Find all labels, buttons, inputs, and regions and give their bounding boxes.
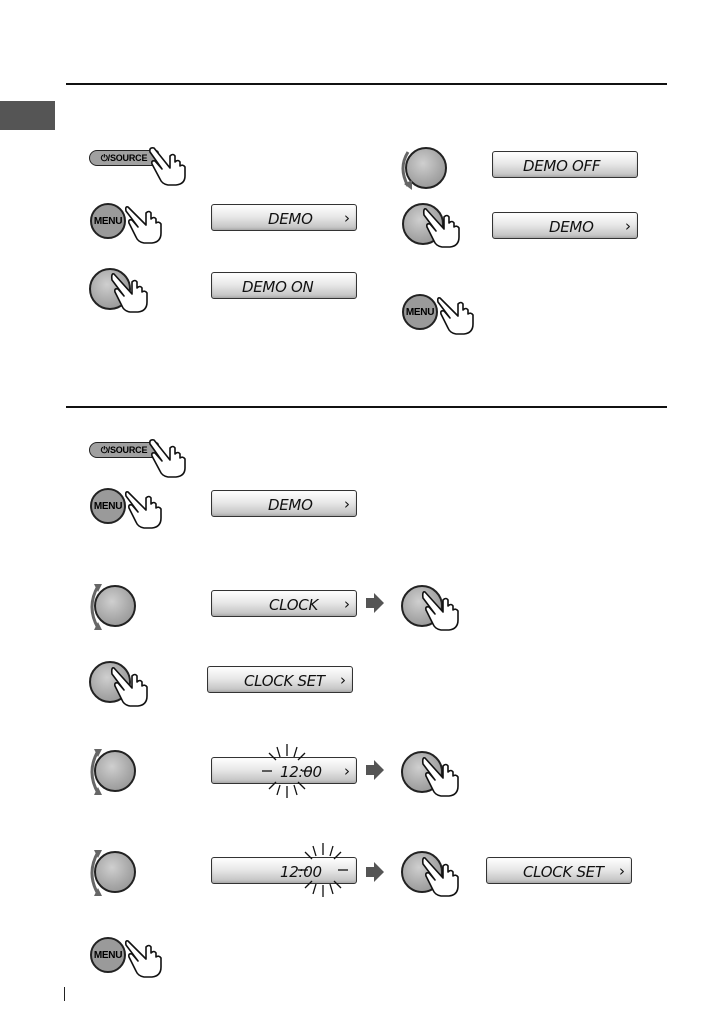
chevron-right-icon: › xyxy=(344,209,350,227)
chevron-right-icon: › xyxy=(340,671,346,689)
display-text: CLOCK xyxy=(269,596,318,614)
display-text: CLOCK SET xyxy=(523,863,604,881)
flashing-burst-icon xyxy=(262,744,312,798)
page-margin-mark xyxy=(64,987,65,1001)
pointing-hand-icon xyxy=(112,666,152,710)
pointing-hand-icon xyxy=(148,434,188,478)
chevron-right-icon: › xyxy=(344,595,350,613)
display-text: DEMO ON xyxy=(242,278,314,296)
lcd-display-demo xyxy=(211,204,357,231)
display-text: DEMO OFF xyxy=(523,157,601,175)
pointing-hand-icon xyxy=(424,207,464,251)
section-divider-middle xyxy=(66,406,667,408)
pointing-hand-icon xyxy=(126,201,166,245)
rotate-arrows-icon xyxy=(86,582,106,632)
chevron-right-icon: › xyxy=(344,495,350,513)
lcd-display-demo-on xyxy=(211,272,357,299)
display-text: 12:00 xyxy=(280,863,322,881)
pointing-hand-icon xyxy=(126,486,166,530)
display-text: DEMO xyxy=(549,218,594,236)
pointing-hand-icon xyxy=(126,935,166,979)
display-text: CLOCK SET xyxy=(244,672,325,690)
menu-button[interactable]: MENU xyxy=(402,294,438,330)
chevron-right-icon: › xyxy=(625,217,631,235)
source-button[interactable]: ⏻/SOURCE xyxy=(89,442,159,458)
section-divider-top xyxy=(66,83,667,85)
lcd-display-demo xyxy=(492,212,638,239)
lcd-display-demo xyxy=(211,490,357,517)
flashing-burst-icon xyxy=(298,843,348,897)
source-button[interactable]: ⏻/SOURCE xyxy=(89,150,159,166)
pointing-hand-icon xyxy=(423,590,463,634)
menu-button[interactable]: MENU xyxy=(90,488,126,524)
rotate-arrows-icon xyxy=(86,747,106,797)
rotate-arrow-icon xyxy=(398,150,418,194)
pointing-hand-icon xyxy=(148,142,188,186)
lcd-display-clock-set xyxy=(486,857,632,884)
chevron-right-icon: › xyxy=(619,862,625,880)
menu-button[interactable]: MENU xyxy=(90,937,126,973)
pointing-hand-icon xyxy=(438,292,478,336)
display-text: 12:00 xyxy=(280,763,322,781)
lcd-display-clock xyxy=(211,590,357,617)
pointing-hand-icon xyxy=(423,756,463,800)
rotate-arrows-icon xyxy=(86,848,106,898)
pointing-hand-icon xyxy=(423,856,463,900)
menu-button[interactable]: MENU xyxy=(90,203,126,239)
lcd-display-demo-off xyxy=(492,151,638,178)
arrow-right-icon xyxy=(366,760,384,780)
display-text: DEMO xyxy=(268,210,313,228)
arrow-right-icon xyxy=(366,593,384,613)
display-text: DEMO xyxy=(268,496,313,514)
chevron-right-icon: › xyxy=(344,762,350,780)
section-tab xyxy=(0,101,55,130)
lcd-display-clock-set xyxy=(207,666,353,693)
arrow-right-icon xyxy=(366,862,384,882)
pointing-hand-icon xyxy=(112,272,152,316)
